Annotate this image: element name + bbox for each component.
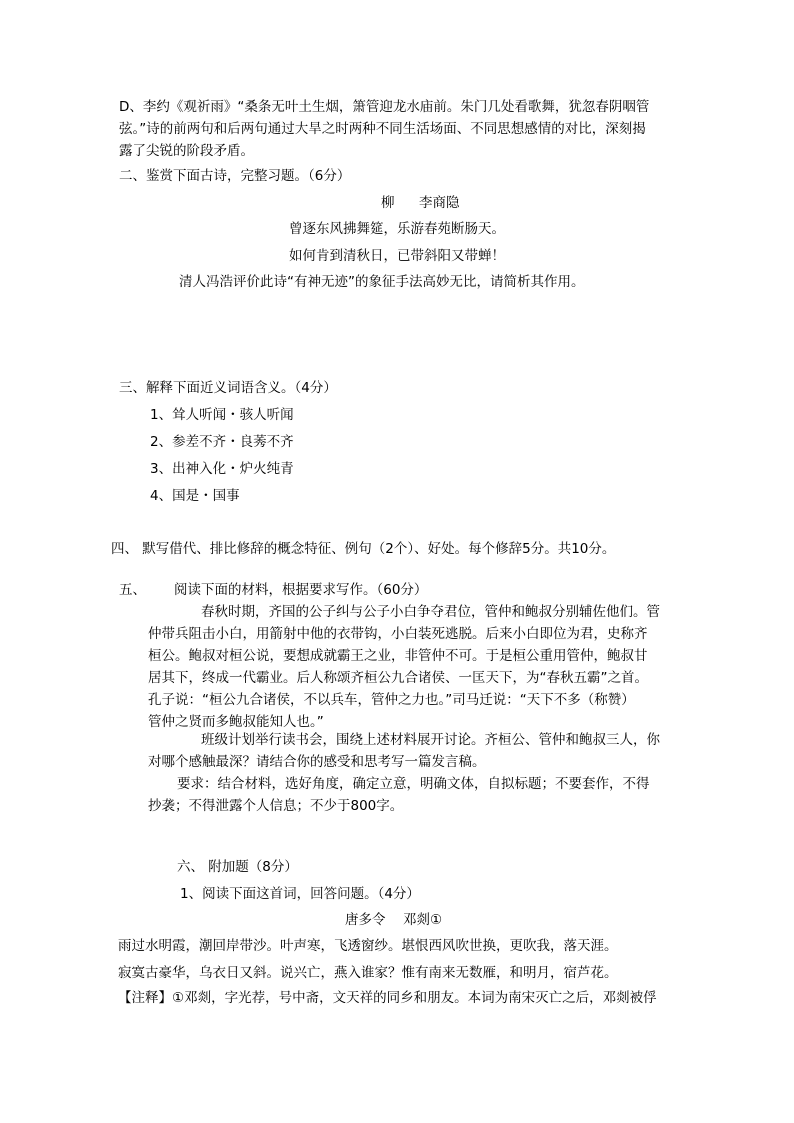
q6-ci-author: 邓剡① (403, 912, 443, 928)
q3-heading: 三、解释下面近义词语含义。（4分） (119, 380, 337, 396)
q3-item-2: 2、参差不齐・良莠不齐 (150, 434, 294, 450)
q3-item-3: 3、出神入化・炉火纯青 (150, 461, 294, 477)
q2-question: 清人冯浩评价此诗“有神无迹”的象征手法高妙无比，请简析其作用。 (179, 274, 585, 290)
q5-requirement-line1: 要求：结合材料，选好角度，确定立意，明确文体，自拟标题；不要套作，不得 (177, 776, 650, 792)
q2-heading: 二、鉴赏下面古诗，完整习题。（6分） (119, 168, 351, 184)
q5-requirement-line2: 抄袭；不得泄露个人信息；不少于800字。 (148, 798, 404, 814)
q5-task-line2: 对哪个感触最深？请结合你的感受和思考写一篇发言稿。 (148, 754, 486, 770)
q5-task-line1: 班级计划举行读书会，围绕上述材料展开讨论。齐桓公、管仲和鲍叔三人，你 (201, 732, 660, 748)
q6-sub1: 1、阅读下面这首词，回答问题。（4分） (180, 886, 420, 902)
q1-option-d-line2: 弦。”诗的前两句和后两句通过大旱之时两种不同生活场面、不同思想感情的对比，深刻揭 (119, 121, 646, 137)
q5-heading: 阅读下面的材料，根据要求写作。（60分） (174, 582, 428, 598)
q6-note-label: 【注释】 (118, 990, 172, 1006)
q1-option-d-line1: D、李约《观祈雨》“桑条无叶土生烟，箫管迎龙水庙前。朱门几处看歌舞，犹忽春阴咽管 (119, 99, 650, 115)
q6-ci-title: 唐多令 (345, 912, 386, 928)
q4-heading: 四、 默写借代、排比修辞的概念特征、例句（2个）、好处。每个修辞5分。共10分。 (111, 541, 616, 557)
q5-material-line1: 春秋时期，齐国的公子纠与公子小白争夺君位，管仲和鲍叔分别辅佐他们。管 (201, 604, 660, 620)
q6-note-text: ①邓剡，字光荐，号中斋，文天祥的同乡和朋友。本词为南宋灭亡之后，邓剡被俘 (172, 990, 657, 1006)
q2-poem-title: 柳 (381, 195, 395, 211)
q5-material-line3: 桓公。鲍叔对桓公说，要想成就霸王之业，非管仲不可。于是桓公重用管仲，鲍叔甘 (148, 648, 648, 664)
q6-note (118, 988, 657, 1008)
q5-material-line2: 仲带兵阻击小白，用箭射中他的衣带钩，小白装死逃脱。后来小白即位为君，史称齐 (148, 626, 648, 642)
q6-heading: 六、 附加题（8分） (177, 859, 298, 875)
q5-material-line5: 孔子说：“桓公九合诸侯，不以兵车，管仲之力也。”司马迁说：“天下不多（称赞） (148, 692, 635, 708)
q6-ci-line1: 雨过水明霞，潮回岸带沙。叶声寒，飞透窗纱。堪恨西风吹世换，更吹我，落天涯。 (118, 938, 618, 954)
q3-item-4: 4、国是・国事 (150, 488, 240, 504)
q3-item-1: 1、耸人听闻・骇人听闻 (150, 407, 294, 423)
q5-material-line6: 管仲之贤而多鲍叔能知人也。” (148, 714, 324, 730)
q6-ci-line2: 寂寞古豪华，乌衣日又斜。说兴亡，燕入谁家？惟有南来无数雁，和明月，宿芦花。 (118, 965, 618, 981)
q5-material-line4: 居其下，终成一代霸业。后人称颂齐桓公九合诸侯、一匡天下，为“春秋五霸”之首。 (148, 670, 648, 686)
q2-poem-line1: 曾逐东风拂舞筵，乐游春苑断肠天。 (289, 221, 505, 237)
q2-poem-line2: 如何肯到清秋日，已带斜阳又带蝉！ (289, 248, 505, 264)
q5-number: 五、 (119, 582, 146, 598)
q1-option-d-line3: 露了尖锐的阶段矛盾。 (119, 143, 254, 159)
q2-poem-author: 李商隐 (419, 195, 460, 211)
